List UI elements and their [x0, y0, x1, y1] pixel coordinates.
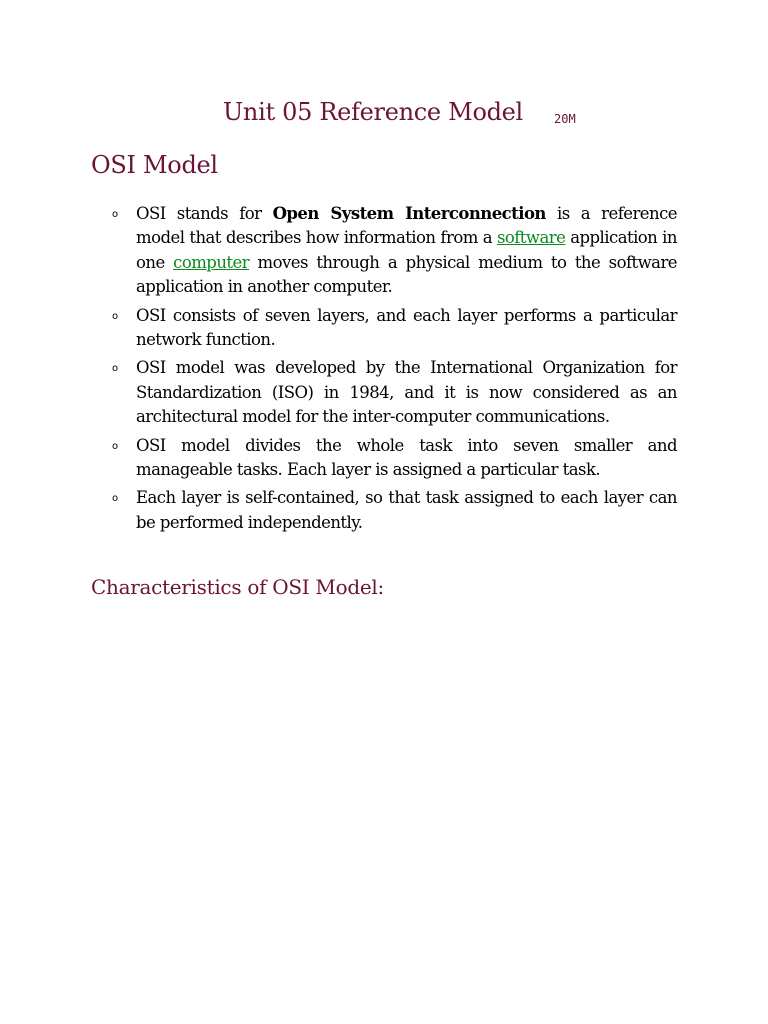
list-item	[112, 434, 677, 483]
software-link[interactable]: software	[496, 228, 566, 248]
bullet-icon: o	[112, 493, 118, 505]
bullet-icon: o	[112, 310, 118, 322]
section-heading: OSI Model	[91, 151, 218, 179]
list-item	[112, 202, 677, 300]
item-text: OSI model was developed by the International Organization for Standardization (ISO) in 1984, and it is now considered as an architectural model for the inter-computer communications.	[136, 358, 677, 427]
item-text: application in one	[136, 228, 677, 272]
list-item	[112, 356, 677, 429]
item-text: OSI consists of seven layers, and each layer performs a particular network function.	[136, 305, 677, 350]
item-bold-text: Open System Interconnection	[272, 204, 546, 223]
page-title: Unit 05 Reference Model	[223, 98, 523, 126]
item-text: OSI stands for	[136, 204, 273, 223]
item-text: Each layer is self-contained, so that task assigned to each layer can be performed independently.	[136, 488, 677, 532]
bullet-icon: o	[112, 209, 118, 220]
subsection-heading: Characteristics of OSI Model:	[91, 575, 384, 599]
bullet-icon: o	[112, 440, 118, 452]
title-row	[0, 98, 768, 138]
marks-label: 20M	[554, 112, 576, 126]
computer-link[interactable]: computer	[173, 252, 250, 272]
bullet-icon: o	[112, 363, 118, 375]
list-item	[112, 304, 677, 353]
list-item	[112, 486, 677, 535]
item-text: is a reference model that describes how information from a	[136, 204, 678, 248]
bullet-list	[112, 202, 677, 539]
item-text: moves through a physical medium to the software application in another computer.	[136, 252, 677, 297]
item-text: OSI model divides the whole task into seven smaller and manageable tasks. Each layer is assigned a particular task.	[136, 435, 677, 480]
